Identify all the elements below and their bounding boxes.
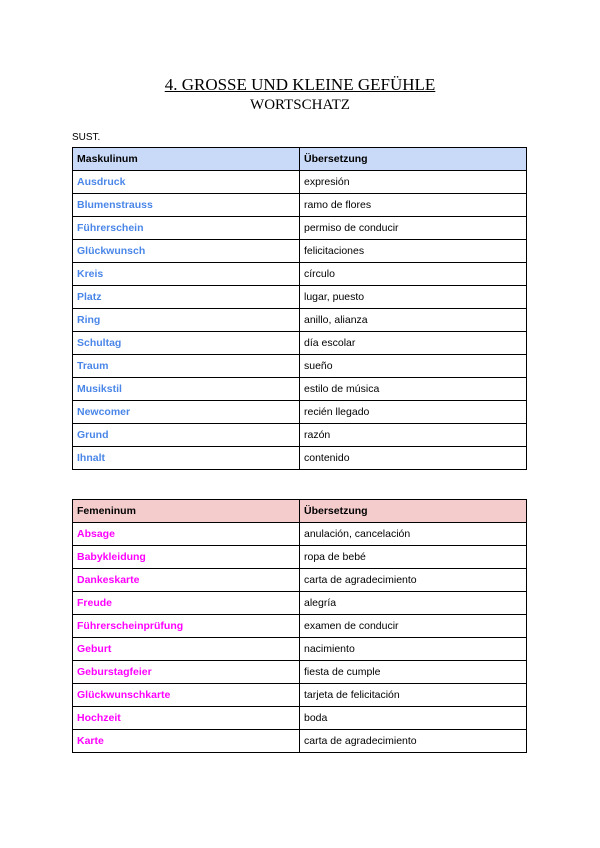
- vocab-translation: ropa de bebé: [300, 546, 527, 569]
- vocab-translation: expresión: [300, 171, 527, 194]
- vocab-translation: recién llegado: [300, 401, 527, 424]
- vocab-word: Geburt: [73, 638, 300, 661]
- vocab-word: Blumenstrauss: [73, 194, 300, 217]
- vocab-word: Grund: [73, 424, 300, 447]
- vocab-translation: alegría: [300, 592, 527, 615]
- vocab-translation: contenido: [300, 447, 527, 470]
- masculine-vocab-table: [72, 147, 527, 470]
- table-row: [73, 546, 527, 569]
- vocab-word: Glückwunsch: [73, 240, 300, 263]
- table-row: [73, 615, 527, 638]
- vocab-word: Dankeskarte: [73, 569, 300, 592]
- vocab-word: Glückwunschkarte: [73, 684, 300, 707]
- column-header-word: Maskulinum: [73, 148, 300, 171]
- vocab-word: Hochzeit: [73, 707, 300, 730]
- vocab-translation: ramo de flores: [300, 194, 527, 217]
- vocab-translation: razón: [300, 424, 527, 447]
- table-row: [73, 194, 527, 217]
- table-row: [73, 263, 527, 286]
- table-row: [73, 401, 527, 424]
- vocab-word: Freude: [73, 592, 300, 615]
- table-row: [73, 355, 527, 378]
- table-row: [73, 240, 527, 263]
- column-header-translation: Übersetzung: [300, 148, 527, 171]
- table-row: [73, 592, 527, 615]
- table-row: [73, 332, 527, 355]
- table-header-row: [73, 500, 527, 523]
- page-subtitle: WORTSCHATZ: [250, 97, 350, 113]
- vocab-translation: estilo de música: [300, 378, 527, 401]
- vocab-translation: examen de conducir: [300, 615, 527, 638]
- vocab-translation: círculo: [300, 263, 527, 286]
- vocab-translation: carta de agradecimiento: [300, 730, 527, 753]
- vocab-translation: sueño: [300, 355, 527, 378]
- vocab-word: Schultag: [73, 332, 300, 355]
- table-row: [73, 424, 527, 447]
- page-title: 4. GROSSE UND KLEINE GEFÜHLE: [164, 75, 436, 94]
- vocab-word: Musikstil: [73, 378, 300, 401]
- vocab-word: Karte: [73, 730, 300, 753]
- table-row: [73, 217, 527, 240]
- vocab-translation: felicitaciones: [300, 240, 527, 263]
- table-row: [73, 638, 527, 661]
- vocab-translation: anillo, alianza: [300, 309, 527, 332]
- table-row: [73, 378, 527, 401]
- vocab-word: Platz: [73, 286, 300, 309]
- table-row: [73, 523, 527, 546]
- vocab-translation: fiesta de cumple: [300, 661, 527, 684]
- vocab-word: Geburstagfeier: [73, 661, 300, 684]
- vocab-translation: tarjeta de felicitación: [300, 684, 527, 707]
- vocab-translation: carta de agradecimiento: [300, 569, 527, 592]
- vocab-word: Absage: [73, 523, 300, 546]
- table-row: [73, 569, 527, 592]
- table-header-row: [73, 148, 527, 171]
- feminine-rows: [73, 523, 527, 753]
- masculine-rows: [73, 171, 527, 470]
- table-row: [73, 684, 527, 707]
- vocab-word: Führerscheinprüfung: [73, 615, 300, 638]
- column-header-translation: Übersetzung: [300, 500, 527, 523]
- section-label: SUST.: [72, 132, 101, 143]
- vocab-translation: día escolar: [300, 332, 527, 355]
- vocab-word: Führerschein: [73, 217, 300, 240]
- vocab-word: Traum: [73, 355, 300, 378]
- vocab-translation: boda: [300, 707, 527, 730]
- table-row: [73, 286, 527, 309]
- table-row: [73, 447, 527, 470]
- vocab-word: Ausdruck: [73, 171, 300, 194]
- table-row: [73, 171, 527, 194]
- vocab-translation: permiso de conducir: [300, 217, 527, 240]
- vocab-word: Ring: [73, 309, 300, 332]
- feminine-vocab-table: [72, 499, 527, 753]
- table-row: [73, 661, 527, 684]
- vocab-translation: nacimiento: [300, 638, 527, 661]
- vocab-word: Babykleidung: [73, 546, 300, 569]
- table-row: [73, 707, 527, 730]
- table-row: [73, 730, 527, 753]
- vocab-translation: anulación, cancelación: [300, 523, 527, 546]
- vocab-word: Ihnalt: [73, 447, 300, 470]
- table-row: [73, 309, 527, 332]
- column-header-word: Femeninum: [73, 500, 300, 523]
- vocab-translation: lugar, puesto: [300, 286, 527, 309]
- vocab-word: Kreis: [73, 263, 300, 286]
- vocab-word: Newcomer: [73, 401, 300, 424]
